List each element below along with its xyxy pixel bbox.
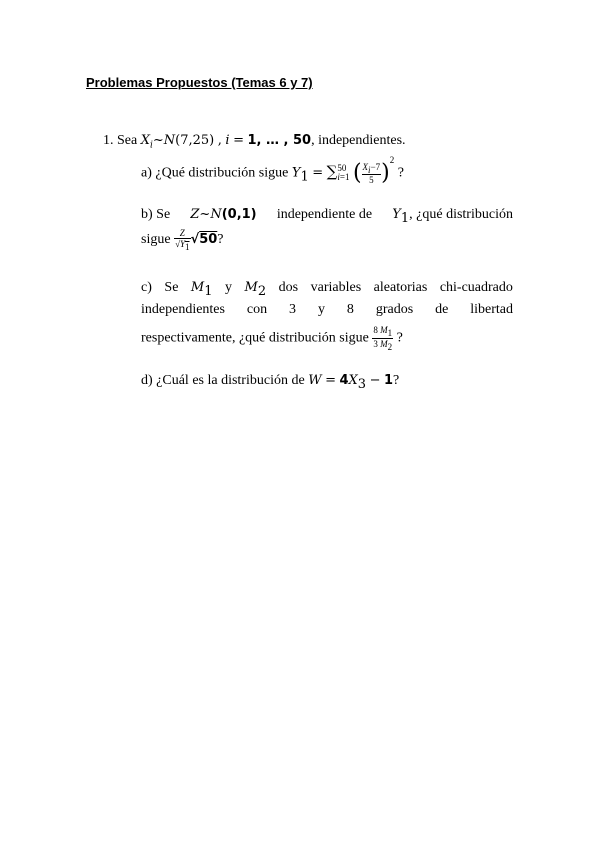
question-a-label: a) ¿Qué distribución sigue bbox=[141, 165, 289, 181]
word: con bbox=[246, 302, 268, 317]
question-d: d) ¿Cuál es la distribución de $W = 4X_3 - 1$? bbox=[141, 373, 400, 392]
word: de bbox=[435, 302, 449, 317]
word: libertad bbox=[470, 302, 513, 317]
question-a: a) ¿Qué distribución sigue $Y_1$ = ∑ 50 i=1 ( $\frac{X_i-7}{5}$ )$^2$ ? bbox=[141, 155, 404, 186]
question-b-label: b) Se bbox=[141, 207, 171, 222]
sea-word: Sea bbox=[117, 133, 138, 148]
problem-1-statement: 1. Sea $X_i\sim N(7,25)$ , i = 1, … , 50, independientes. bbox=[103, 133, 406, 151]
question-c-line2 bbox=[141, 302, 513, 318]
question-c-line3: respectivamente, ¿qué distribución sigue $\frac{8 M_1}{3 M_2}$ ? bbox=[141, 325, 403, 352]
word: independientes bbox=[141, 302, 225, 317]
word: 8 bbox=[346, 302, 354, 317]
question-b-mid: independiente de bbox=[276, 207, 373, 222]
question-b-line1: b) Se Z~N(0,1) independiente de $Y_1$, ¿qué distribución bbox=[141, 207, 513, 226]
question-b-end: , ¿qué distribución bbox=[409, 207, 513, 222]
page-title: Problemas Propuestos (Temas 6 y 7) bbox=[86, 75, 313, 90]
question-b-sigue: sigue bbox=[141, 232, 171, 248]
word: y bbox=[317, 302, 325, 317]
problem-number: 1. bbox=[103, 133, 114, 148]
question-c-text: respectivamente, ¿qué distribución sigue bbox=[141, 330, 369, 346]
question-b-line2: sigue $\frac{Z}{√Y_1}$ √50? bbox=[141, 228, 224, 252]
question-c-line1: c) Se $M_1$ y $M_2$ dos variables aleatorias chi-cuadrado bbox=[141, 280, 513, 299]
independent-text: , independientes. bbox=[311, 133, 406, 148]
word: grados bbox=[375, 302, 414, 317]
question-d-label: d) ¿Cuál es la distribución de bbox=[141, 373, 305, 388]
word: 3 bbox=[289, 302, 297, 317]
